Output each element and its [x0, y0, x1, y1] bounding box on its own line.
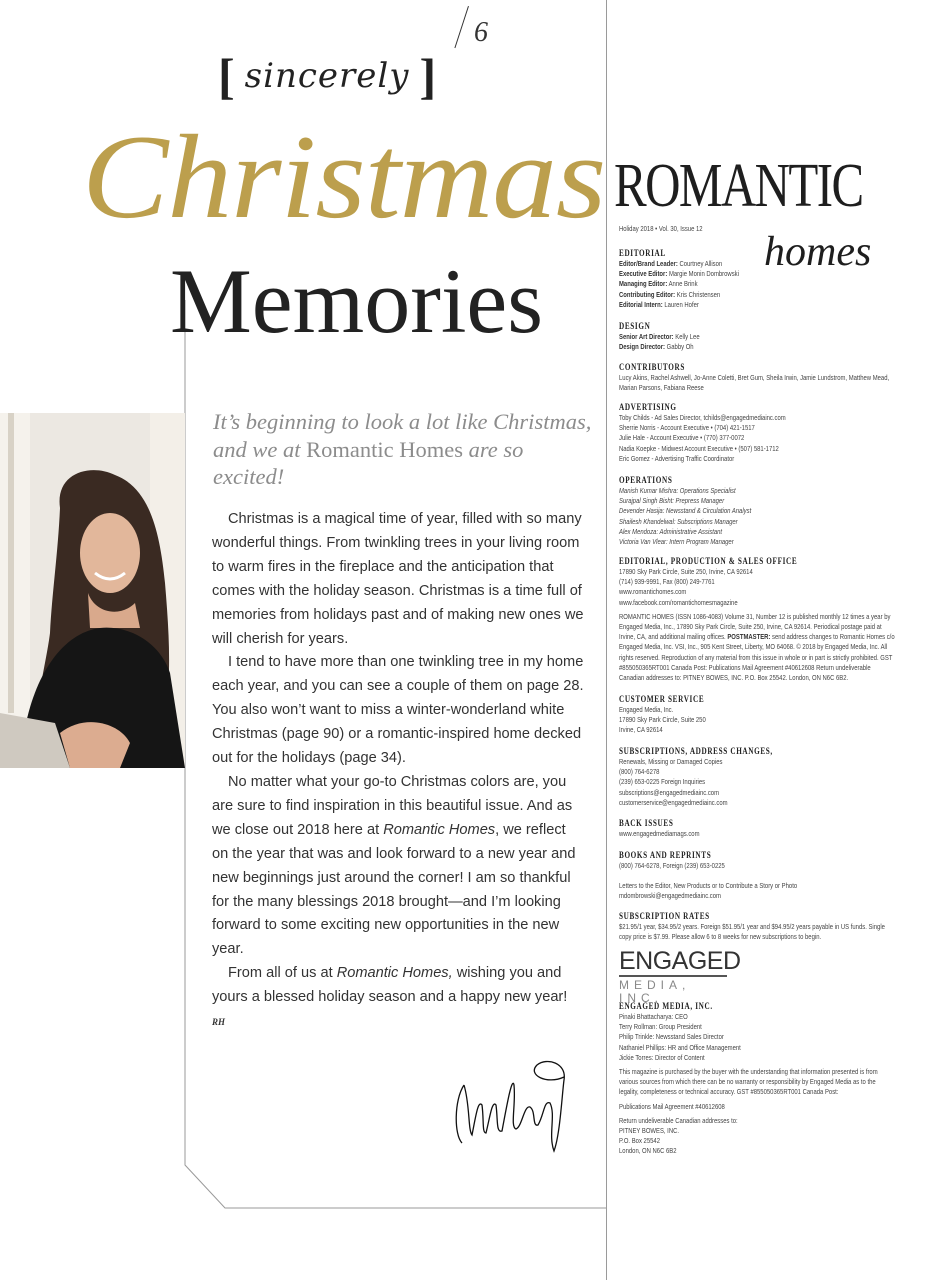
masthead-paragraph — [619, 1146, 895, 1156]
masthead-section — [619, 248, 895, 310]
masthead-line — [619, 433, 895, 443]
masthead-line — [619, 269, 895, 279]
masthead-paragraph-text: send address changes to Romantic Homes c/o Engaged Media, Inc. VSI, Inc., 905 Kent Street, Liberty, MO 64068. © 2018 by Engaged Media, Inc. All rights reserved. Reproduction of any material from this issue in whole or in part is strictly prohibited. GST #855050365RT001 Canada Post: Publications Mail Agreement #40612608 Return undeliverable Canadian addresses to: PITNEY BOWES, INC. P.O. Box 25542. London, ON N6C 6B2. — [619, 632, 895, 683]
masthead-heading: EDITORIAL — [619, 248, 666, 258]
masthead-line — [619, 922, 895, 942]
masthead-line — [619, 454, 895, 464]
engaged-logo-line2: MEDIA, INC. — [619, 978, 691, 1005]
masthead-line-text: (714) 939-9991, Fax (800) 249-7761 — [619, 577, 715, 587]
masthead-line-text: Anne Brink — [667, 279, 698, 289]
masthead-line — [619, 598, 895, 608]
masthead-line-label: Managing Editor: — [619, 279, 668, 289]
kicker-open-bracket: [ — [218, 48, 235, 104]
masthead-line-text: Gabby Oh — [665, 342, 694, 352]
masthead-line — [619, 279, 895, 289]
section-kicker — [218, 46, 436, 106]
masthead-line — [619, 1032, 895, 1042]
engaged-logo-rule — [619, 975, 727, 977]
author-photo — [0, 413, 185, 768]
masthead-line — [619, 517, 895, 527]
masthead-line — [619, 587, 895, 597]
masthead-line — [619, 725, 895, 735]
masthead-line-text: Irvine, CA 92614 — [619, 725, 663, 735]
masthead-line — [619, 423, 895, 433]
masthead-section — [619, 1001, 895, 1157]
page-number — [452, 4, 512, 50]
masthead-paragraph — [619, 1102, 895, 1112]
issue-line: Holiday 2018 • Vol. 30, Issue 12 — [619, 224, 703, 233]
masthead-line — [619, 757, 895, 767]
masthead-paragraph-text: mdombrowski@engagedmediainc.com — [619, 891, 721, 901]
end-mark: RH — [212, 1017, 226, 1028]
masthead-line — [619, 486, 895, 496]
masthead-line-text: Lucy Akins, Rachel Ashwell, Jo-Anne Coletti, Bret Gum, Sheila Irwin, Jamie Lundstrom, Matthew Mead, Marian Parsons, Fabiana Reese — [619, 373, 890, 393]
masthead-line — [619, 1012, 895, 1022]
deck-text-end: are so excited! — [213, 436, 524, 489]
body-paragraph-3 — [212, 771, 584, 962]
masthead-line — [619, 506, 895, 516]
masthead-line-text: (800) 764-6278, Foreign (239) 653-0225 — [619, 861, 725, 870]
masthead-section — [619, 746, 895, 808]
masthead-line-text: Kris Christensen — [675, 289, 721, 299]
deck-text-start: It’s beginning to look a lot like Christmas, and we at — [213, 409, 592, 462]
masthead-line — [619, 373, 895, 393]
masthead-line — [619, 567, 895, 577]
masthead-line-text: www.facebook.com/romantichomesmagazine — [619, 597, 738, 607]
masthead-paragraph-bold: POSTMASTER: — [727, 632, 771, 642]
masthead-heading: SUBSCRIPTIONS, ADDRESS CHANGES, — [619, 746, 773, 756]
masthead-section — [619, 362, 895, 393]
masthead-line-text: Jickie Torres: Director of Content — [619, 1052, 705, 1062]
p4-text-c: wishing you and yours a blessed holiday season and a happy new year! — [212, 965, 568, 1006]
masthead-line-text: Engaged Media, Inc. — [619, 705, 674, 714]
masthead-line — [619, 300, 895, 310]
masthead-line-text: (239) 653-0225 Foreign Inquiries — [619, 777, 706, 787]
masthead-section — [619, 911, 895, 942]
masthead-line-text: 17890 Sky Park Circle, Suite 250 — [619, 715, 706, 725]
page-number-slash — [454, 6, 469, 48]
deck-brand: Romantic Homes — [306, 436, 463, 462]
logo-homes: homes — [764, 229, 872, 275]
masthead-paragraph-text: This magazine is purchased by the buyer with the understanding that information presented is from various sources from which there can be no warranty or responsibility by Engaged Media as to the legality, completeness or technical accuracy. GST #855050365RT001 Canada Post: — [619, 1067, 878, 1097]
masthead-line-label: Design Director: — [619, 342, 665, 352]
masthead-line — [619, 715, 895, 725]
article-deck — [213, 408, 593, 491]
masthead-line-text: Renewals, Missing or Damaged Copies — [619, 757, 723, 766]
kicker-word: sincerely — [244, 56, 410, 96]
masthead-paragraph-text: ROMANTIC HOMES (ISSN 1086-4083) Volume 31, Number 12 is published monthly 12 times a year by Engaged Media, Inc., 17890 Sky Park Circle, Suite 250, Irvine, CA 92614. Periodical postage paid at Irvine, CA, and additional mailing offices. — [619, 611, 891, 642]
masthead-line — [619, 861, 895, 871]
p3-text-c: , we reflect on the year that was and look forward to a new year and new beginnings just around the corner! I am so thankful for the many blessings 2018 brought—and I’m looking forward to some exciting new opportunities in the new year. — [212, 821, 576, 958]
masthead-line — [619, 496, 895, 506]
masthead-heading: DESIGN — [619, 321, 651, 331]
masthead-line-text: Devender Hasija: Newsstand & Circulation Analyst — [619, 506, 752, 516]
masthead-paragraph-text: P.O. Box 25542 — [619, 1136, 660, 1146]
masthead-line-label: Executive Editor: — [619, 269, 668, 279]
kicker-close-bracket: ] — [419, 48, 437, 104]
masthead-line-text: Philip Trinkle: Newsstand Sales Director — [619, 1032, 724, 1042]
p3-text-a: No matter what your go-to Christmas colors are, you are sure to find inspiration in this beautiful issue. And as we close out 2018 here at — [212, 773, 573, 838]
masthead-line — [619, 290, 895, 300]
p4-brand: Romantic Homes, — [336, 965, 453, 982]
masthead-heading: CUSTOMER SERVICE — [619, 694, 705, 704]
masthead-line — [619, 788, 895, 798]
masthead-heading: EDITORIAL, PRODUCTION & SALES OFFICE — [619, 556, 798, 566]
masthead-line-text: customerservice@engagedmediainc.com — [619, 797, 728, 807]
masthead-line — [619, 777, 895, 787]
masthead-line-text: Victoria Van Vlear: Intern Program Manager — [619, 537, 734, 547]
logo-romantic: ROMANTIC — [614, 152, 863, 220]
masthead-line-text: www.engagedmediamags.com — [619, 829, 700, 838]
masthead-heading: OPERATIONS — [619, 475, 673, 485]
masthead-line-text: Manish Kumar Mishra: Operations Specialist — [619, 486, 736, 495]
masthead-paragraph-text: Publications Mail Agreement #40612608 — [619, 1101, 725, 1111]
masthead-line — [619, 705, 895, 715]
masthead-line-text: Margie Monin Dombrowski — [667, 269, 739, 279]
masthead-line-label: Contributing Editor: — [619, 289, 676, 299]
masthead-line-text: subscriptions@engagedmediainc.com — [619, 787, 719, 797]
masthead-line-text: Nadia Koepke - Midwest Account Executive • (507) 581-1712 — [619, 443, 779, 453]
masthead-heading: ENGAGED MEDIA, INC. — [619, 1001, 713, 1011]
masthead-section — [619, 321, 895, 352]
masthead-paragraph — [619, 1067, 895, 1098]
masthead-line — [619, 444, 895, 454]
masthead-line-text: Surajpal Singh Bisht: Prepress Manager — [619, 496, 725, 506]
masthead-line — [619, 537, 895, 547]
masthead-line-text: www.romantichomes.com — [619, 587, 687, 597]
masthead-line — [619, 798, 895, 808]
masthead-line — [619, 332, 895, 342]
masthead-line-text: Nathaniel Phillips: HR and Office Management — [619, 1042, 741, 1052]
p3-brand: Romantic Homes — [383, 821, 496, 838]
masthead-line-text: Terry Rollman: Group President — [619, 1022, 702, 1032]
masthead-paragraph-text: London, ON N6C 6B2 — [619, 1146, 677, 1156]
masthead-paragraph — [619, 891, 895, 901]
masthead-line-text: Courtney Allison — [677, 259, 723, 268]
masthead-section — [619, 402, 895, 464]
masthead-paragraph-text: PITNEY BOWES, INC. — [619, 1126, 680, 1136]
masthead-line-text: (800) 764-6278 — [619, 767, 660, 777]
masthead-line-text: Sherrie Norris - Account Executive • (704) 421-1517 — [619, 423, 755, 433]
masthead-line-text: Kelly Lee — [673, 332, 700, 341]
masthead-heading: SUBSCRIPTION RATES — [619, 911, 710, 921]
masthead-line-text: Shailesh Khandelwal: Subscriptions Manager — [619, 516, 738, 526]
masthead-section — [619, 850, 895, 902]
masthead-paragraph — [619, 1116, 895, 1126]
masthead-line-text: Eric Gomez - Advertising Traffic Coordinator — [619, 453, 735, 463]
masthead-line — [619, 767, 895, 777]
signature — [452, 1055, 582, 1155]
masthead-line — [619, 577, 895, 587]
masthead-line — [619, 527, 895, 537]
masthead-line-text: Alex Mendoza: Administrative Assistant — [619, 526, 723, 536]
masthead-line-text: Lauren Hofer — [662, 299, 699, 309]
masthead-line-text: Julie Hale - Account Executive • (770) 377-0072 — [619, 433, 745, 443]
masthead-line-text: Toby Childs - Ad Sales Director, tchilds@engagedmediainc.com — [619, 413, 786, 422]
masthead-paragraph — [619, 612, 895, 683]
masthead-line-label: Senior Art Director: — [619, 332, 674, 341]
title-line-2: Memories — [170, 250, 544, 352]
masthead-line — [619, 413, 895, 423]
masthead-line-text: Pinaki Bhattacharya: CEO — [619, 1012, 688, 1021]
column-divider — [606, 0, 607, 1280]
masthead-line-label: Editor/Brand Leader: — [619, 259, 678, 268]
masthead-paragraph-text: Letters to the Editor, New Products or to Contribute a Story or Photo — [619, 881, 798, 891]
masthead-line — [619, 1043, 895, 1053]
title-line-1: Christmas — [82, 110, 606, 243]
masthead-line — [619, 1053, 895, 1063]
p4-text-a: From all of us at — [228, 965, 337, 982]
engaged-media-logo — [619, 947, 741, 1005]
masthead-paragraph — [619, 1136, 895, 1146]
body-paragraph-1: Christmas is a magical time of year, filled with so many wonderful things. From twinkling trees in your living room to warm fires in the fireplace and the anticipation that comes with the holiday season. Christmas is a time full of memories from holidays past and of making new ones we will cherish for years. — [212, 511, 584, 647]
masthead-heading: BOOKS AND REPRINTS — [619, 850, 712, 860]
masthead-heading: CONTRIBUTORS — [619, 362, 685, 372]
masthead-line — [619, 342, 895, 352]
masthead-line-text: $21.95/1 year, $34.95/2 years. Foreign $51.95/1 year and $94.95/2 years payable in US funds. Single copy price is $7.99. Please allow 6 to 8 weeks for new subscriptions to begin. — [619, 922, 885, 942]
masthead-paragraph — [619, 1126, 895, 1136]
body-paragraph-2: I tend to have more than one twinkling tree in my home each year, and you can see a couple of them on page 28. You also won’t want to miss a winter-wonderland white Christmas (page 90) or a romantic-inspired home decked out for the holidays (page 34). — [212, 654, 584, 767]
engaged-logo-line1: ENGAGED — [619, 947, 741, 975]
masthead-section — [619, 694, 895, 736]
masthead-section — [619, 818, 895, 839]
masthead-line — [619, 259, 895, 269]
masthead-line-text: 17890 Sky Park Circle, Suite 250, Irvine, CA 92614 — [619, 567, 753, 576]
masthead-paragraph-text: Return undeliverable Canadian addresses to: — [619, 1115, 738, 1125]
page-number-value: 6 — [474, 17, 488, 48]
masthead-line — [619, 829, 895, 839]
masthead-section — [619, 475, 895, 547]
masthead-section — [619, 556, 895, 683]
body-paragraph-4 — [212, 962, 584, 1035]
masthead-line — [619, 1022, 895, 1032]
article-body — [212, 508, 584, 1035]
masthead-line-label: Editorial Intern: — [619, 299, 663, 309]
masthead-paragraph — [619, 881, 895, 891]
masthead-heading: BACK ISSUES — [619, 818, 674, 828]
masthead-heading: ADVERTISING — [619, 402, 677, 412]
